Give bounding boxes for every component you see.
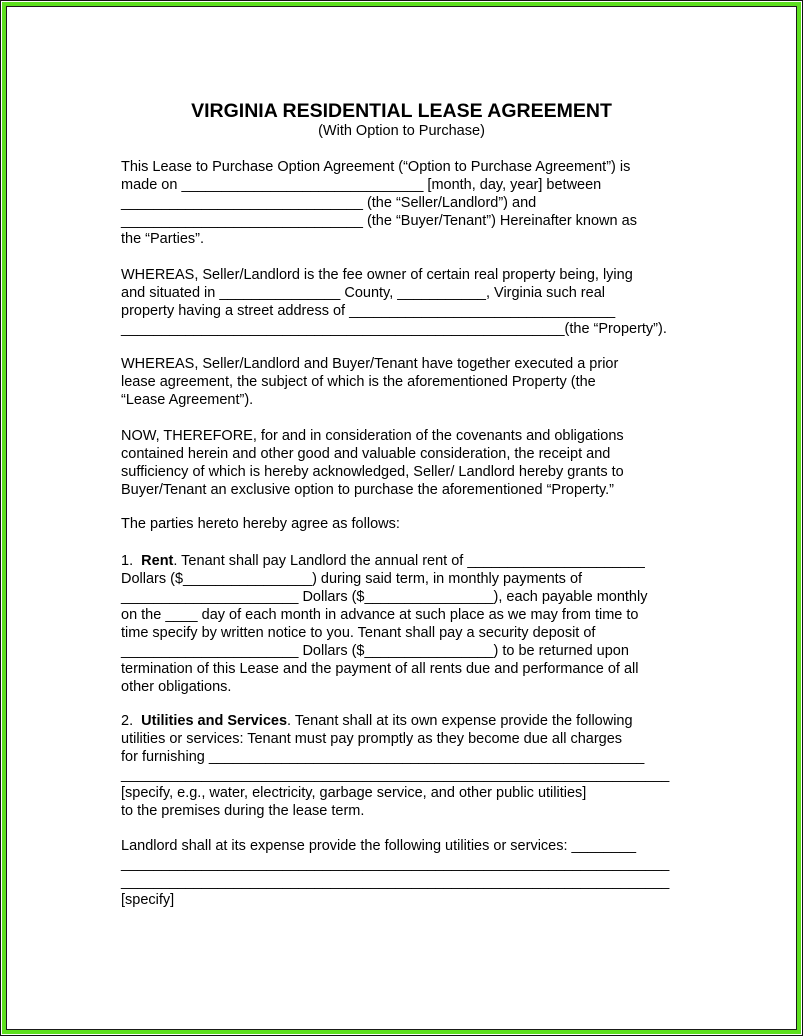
text-line: on the ____ day of each month in advance at such place as we may from time to: [121, 607, 639, 623]
section-text: . Tenant shall at its own expense provide the following: [287, 713, 633, 729]
section-lines: [121, 570, 647, 696]
text-line: WHEREAS, Seller/Landlord and Buyer/Tenant have together executed a prior: [121, 356, 619, 372]
whereas-property-paragraph: [121, 266, 667, 338]
text-line: ______________________________ (the “Seller/Landlord”) and: [121, 195, 537, 211]
text-line: ____________________________________________________________________: [121, 856, 670, 872]
text-line: _______________________________________________________(the “Property”).: [121, 321, 667, 337]
section-utilities: [121, 712, 669, 820]
text-line: property having a street address of _________________________________: [121, 303, 616, 319]
now-therefore-paragraph: [121, 427, 624, 499]
text-line: other obligations.: [121, 679, 232, 695]
text-line: sufficiency of which is hereby acknowledged, Seller/ Landlord hereby grants to: [121, 464, 624, 480]
text-line: Buyer/Tenant an exclusive option to purchase the aforementioned “Property.”: [121, 482, 615, 498]
section-number: 2.: [121, 713, 142, 729]
section-number: 1.: [121, 553, 142, 569]
text-line: This Lease to Purchase Option Agreement (“Option to Purchase Agreement”) is: [121, 159, 631, 175]
text-line: time specify by written notice to you. Tenant shall pay a security deposit of: [121, 625, 596, 641]
text-line: lease agreement, the subject of which is the aforementioned Property (the: [121, 374, 596, 390]
text-line: “Lease Agreement”).: [121, 392, 254, 408]
section-heading: Utilities and Services: [141, 713, 288, 729]
text-line: Dollars ($________________) during said term, in monthly payments of: [121, 571, 583, 587]
text-line: for furnishing ______________________________________________________: [121, 749, 645, 765]
document-title: VIRGINIA RESIDENTIAL LEASE AGREEMENT: [191, 100, 612, 122]
text-line: [specify]: [121, 892, 175, 908]
text-line: NOW, THEREFORE, for and in consideration of the covenants and obligations: [121, 428, 624, 444]
text-line: made on ______________________________ [month, day, year] between: [121, 177, 602, 193]
text-line: and situated in _______________ County, ___________, Virginia such real: [121, 285, 605, 301]
text-line: ____________________________________________________________________: [121, 767, 670, 783]
section-heading: Rent: [141, 553, 174, 569]
text-line: WHEREAS, Seller/Landlord is the fee owner of certain real property being, lying: [121, 267, 633, 283]
text-line: Landlord shall at its expense provide the following utilities or services: ________: [121, 838, 637, 854]
intro-paragraph: [121, 158, 637, 248]
text-line: contained herein and other good and valuable consideration, the receipt and: [121, 446, 611, 462]
text-line: The parties hereto hereby agree as follows:: [121, 516, 400, 532]
landlord-utilities-paragraph: [121, 837, 669, 909]
whereas-lease-paragraph: [121, 355, 618, 409]
section-rent: [121, 552, 647, 696]
text-line: the “Parties”.: [121, 231, 204, 247]
document-subtitle: (With Option to Purchase): [318, 123, 485, 139]
text-line: ____________________________________________________________________: [121, 874, 670, 890]
section-text: . Tenant shall pay Landlord the annual rent of ______________________: [173, 553, 645, 569]
text-line: to the premises during the lease term.: [121, 803, 365, 819]
text-line: ______________________ Dollars ($________________), each payable monthly: [121, 589, 648, 605]
text-line: utilities or services: Tenant must pay promptly as they become due all charges: [121, 731, 623, 747]
section-lines: [121, 730, 669, 820]
agree-paragraph: [121, 515, 400, 533]
text-line: ______________________ Dollars ($________________) to be returned upon: [121, 643, 629, 659]
text-line: [specify, e.g., water, electricity, garbage service, and other public utilities]: [121, 785, 587, 801]
text-line: termination of this Lease and the payment of all rents due and performance of all: [121, 661, 639, 677]
text-line: ______________________________ (the “Buyer/Tenant”) Hereinafter known as: [121, 213, 637, 229]
